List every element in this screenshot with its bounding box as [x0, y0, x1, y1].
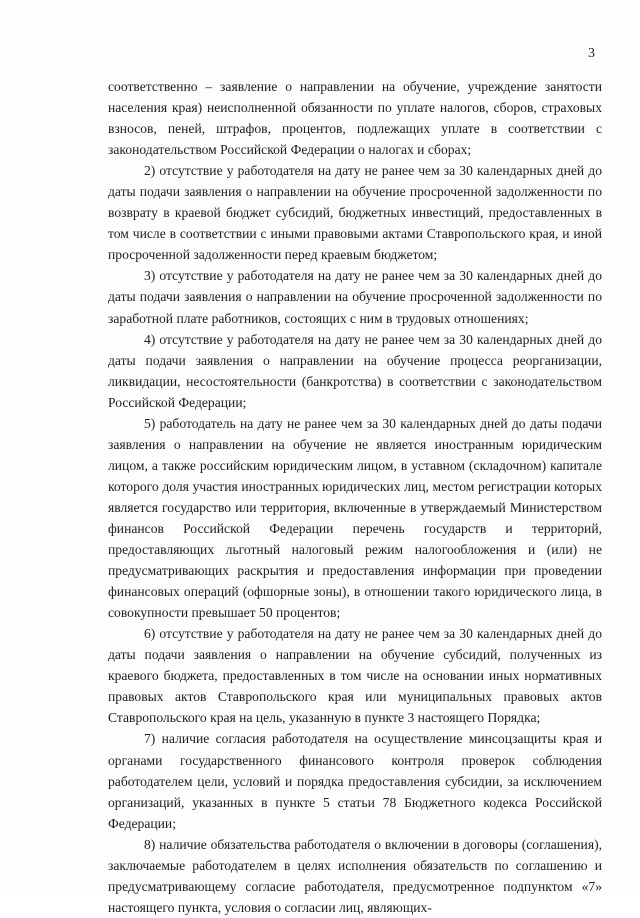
paragraph-item-5: 5) работодатель на дату не ранее чем за 30 календарных дней до даты подачи заявления о направлении на обучение не является иностранным юридическим лицом, а также российским юридическим лицом, в уставном (складочном) капитале которого доля участия иностранных юридических лиц, местом регистрации которых является государство или территория, включенные в утверждаемый Министерством финансов Российской Федерации перечень государств и территорий, предоставляющих льготный налоговый режим налогообложения и (или) не предусматривающих раскрытия и предоставления информации при проведении финансовых операций (офшорные зоны), в отношении такого юридического лица, в совокупности превышает 50 процентов; [108, 415, 602, 621]
page-number: 3 [588, 46, 595, 61]
paragraph-item-6: 6) отсутствие у работодателя на дату не ранее чем за 30 календарных дней до даты подачи заявления о направлении на обучение субсидий, полученных из краевого бюджета, предоставленных в том числе на основании иных нормативных правовых актов Ставропольского края или муниципальных правовых актов Ставропольского края на цель, указанную в пункте 3 настоящего Порядка; [108, 626, 602, 726]
paragraph-item-2: 2) отсутствие у работодателя на дату не ранее чем за 30 календарных дней до даты подачи заявления о направлении на обучение просроченной задолженности по возврату в краевой бюджет субсидий, бюджетных инвестиций, предоставленных в том числе в соответствии с иными правовыми актами Ставропольского края, и иной просроченной задолженности перед краевым бюджетом; [108, 163, 602, 263]
paragraph-item-4: 4) отсутствие у работодателя на дату не ранее чем за 30 календарных дней до даты подачи заявления о направлении на обучение процесса реорганизации, ликвидации, несостоятельности (банкротства) в соответствии с законодательством Российской Федерации; [108, 331, 602, 410]
paragraph-item-3: 3) отсутствие у работодателя на дату не ранее чем за 30 календарных дней до даты подачи заявления о направлении на обучение просроченной задолженности по заработной плате работников, состоящих с ним в трудовых отношениях; [108, 268, 602, 326]
paragraph-item-7: 7) наличие согласия работодателя на осуществление минсоцзащиты края и органами государственного финансового контроля проверок соблюдения работодателем цели, условий и порядка предоставления субсидии, за исключением организаций, указанных в пункте 5 статьи 78 Бюджетного кодекса Российской Федерации; [108, 731, 602, 831]
document-body [108, 76, 602, 918]
paragraph-item-8: 8) наличие обязательства работодателя о включении в договоры (соглашения), заключаемые работодателем в целях исполнения обязательств по соглашению и предусматривающему согласие работодателя, предусмотренное подпунктом «7» настоящего пункта, условия о согласии лиц, являющих- [108, 836, 602, 915]
paragraph-continuation: соответственно – заявление о направлении на обучение, учреждение занятости населения края) неисполненной обязанности по уплате налогов, сборов, страховых взносов, пеней, штрафов, процентов, подлежащих уплате в соответствии с законодательством Российской Федерации о налогах и сборах; [108, 79, 602, 158]
